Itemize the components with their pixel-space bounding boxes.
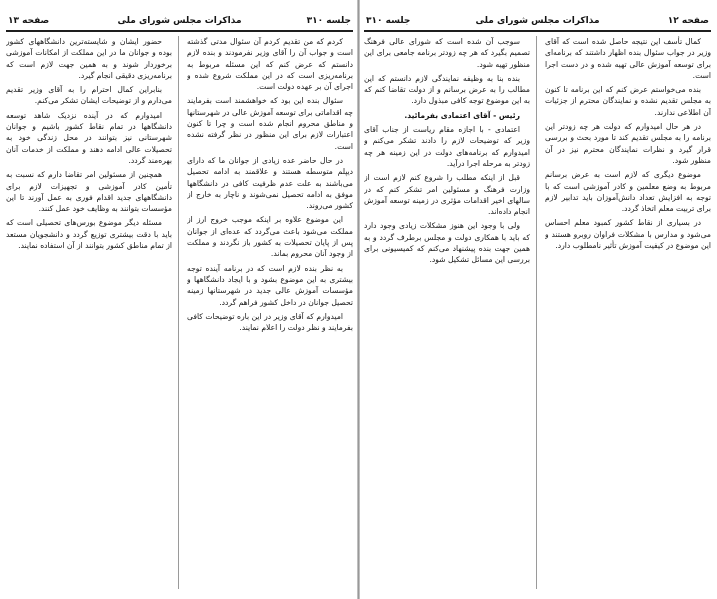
- journal-title: مذاکرات مجلس شورای ملی: [117, 16, 242, 26]
- journal-title: مذاکرات مجلس شورای ملی: [475, 16, 600, 26]
- paragraph: بنابراین کمال احترام را به آقای وزیر تقدیم می‌دارم و از توضیحات ایشان تشکر می‌کنم.: [6, 85, 172, 106]
- right-page: [364, 12, 711, 589]
- paragraph: سئوال بنده این بود که خواهشمند است بفرمایند چه اقداماتی برای توسعه آموزش عالی در شهرستانها و مناطق محروم انجام شده است و چرا تا کنون اعتبارات لازم برای این منظور در نظر گرفته نشده است.: [187, 96, 353, 151]
- paragraph: موضوع دیگری که لازم است به عرض برسانم مربوط به وضع معلمین و کادر آموزشی است که با توجه به افزایش تعداد دانش‌آموزان باید تدابیر لازم برای تربیت معلم اتخاذ گردد.: [545, 170, 711, 214]
- session-label: جلسه ۳۱۰: [306, 16, 351, 26]
- paragraph: این موضوع علاوه بر اینکه موجب خروج ارز از مملکت می‌شود باعث می‌گردد که عده‌ای از جوانان پس از پایان تحصیلات به کشور باز نگردند و مملکت از وجود آنان محروم بماند.: [187, 215, 353, 259]
- paragraph: بنده بنا به وظیفه نمایندگی لازم دانستم که این مطالب را به عرض برسانم و از دولت تقاضا کنم که به این موضوع توجه کافی مبذول دارد.: [364, 73, 530, 106]
- page-number: صفحه ۱۲: [667, 16, 709, 26]
- left-page-right-column: [187, 36, 353, 589]
- paragraph: کمال تأسف این نتیجه حاصل شده است که آقای وزیر در جواب سئوال بنده اظهار داشتند که برنامه‌ای برای توسعه آموزش عالی تهیه شده و در دست اجرا است.: [545, 37, 711, 80]
- right-page-right-column: [545, 36, 711, 589]
- column-divider: [178, 36, 179, 589]
- paragraph: حضور ایشان و شایسته‌ترین دانشگاههای کشور بوده و جوانان ما در این مملکت از امکانات آموزشی برخوردار شوند و به همین جهت لازم است که برنامه‌ریزی دقیقی انجام گیرد.: [6, 37, 172, 80]
- right-page-left-column: [364, 36, 530, 589]
- paragraph: امیدوارم که در آینده نزدیک شاهد توسعه دانشگاهها در تمام نقاط کشور باشیم و جوانان شهرستانی نیز بتوانند در محل زندگی خود به تحصیلات عالی ادامه دهند و مملکت از خدمات آنان بهره‌مند گردد.: [6, 110, 172, 165]
- session-label: جلسه ۳۱۰: [366, 16, 411, 26]
- paragraph: مسئله دیگر موضوع بورس‌های تحصیلی است که باید با دقت بیشتری توزیع گردد و دانشجویان مستعد از تمام مناطق کشور بتوانند از آن استفاده نمایند.: [6, 218, 172, 251]
- paragraph: سوجب آن شده است که شورای عالی فرهنگ تصمیم بگیرد که هر چه زودتر برنامه جامعی برای این منظور تهیه شود.: [364, 37, 530, 69]
- book-gutter: [357, 0, 360, 599]
- paragraph: در هر حال امیدوارم که دولت هر چه زودتر این برنامه را به مجلس تقدیم کند تا مورد بحث و بررسی قرار گیرد و نظرات نمایندگان محترم نیز در آن منظور شود.: [545, 122, 711, 165]
- column-divider: [536, 36, 537, 589]
- speaker-line: رئیس - آقای اعتمادی بفرمائید.: [404, 110, 520, 120]
- paragraph: همچنین از مسئولین امر تقاضا دارم که نسبت به تأمین کادر آموزشی و تجهیزات لازم برای دانشگاههای جدید اقدام فوری به عمل آورند تا این مؤسسات بتوانند به وظایف خود عمل کنند.: [6, 170, 172, 214]
- left-page-left-column: [6, 36, 172, 589]
- paragraph: امیدوارم که آقای وزیر در این باره توضیحات کافی بفرمایند و نظر دولت را اعلام نمایند.: [187, 311, 353, 333]
- left-page-header: [6, 12, 353, 32]
- paragraph: در بسیاری از نقاط کشور کمبود معلم احساس می‌شود و مدارس با مشکلات فراوان روبرو هستند و این موضوع در کیفیت آموزش تأثیر نامطلوب دارد.: [545, 218, 711, 251]
- paragraph: در حال حاضر عده زیادی از جوانان ما که دارای دیپلم متوسطه هستند و علاقمند به ادامه تحصیل می‌باشند به علت عدم ظرفیت کافی در دانشگاهها موفق به ادامه تحصیل نمی‌شوند و ناچار به خارج از کشور می‌روند.: [187, 155, 353, 211]
- right-page-header: [364, 12, 711, 32]
- paragraph: بنده می‌خواستم عرض کنم که این برنامه تا کنون به مجلس تقدیم نشده و نمایندگان محترم از جزئیات آن اطلاعی ندارند.: [545, 85, 711, 117]
- paragraph: به نظر بنده لازم است که در برنامه آینده توجه بیشتری به این موضوع بشود و با ایجاد دانشگاهها و مؤسسات آموزش عالی جدید در شهرستانها زمینه تحصیل جوانان در داخل کشور فراهم گردد.: [187, 263, 353, 307]
- paragraph: کردم که من تقدیم کردم آن سئوال مدتی گذشته است و جواب آن را آقای وزیر نفرمودند و بنده لازم دانستم که عرض کنم که این مسئله مربوط به برنامه‌ریزی است که در این مملکت شروع شده و اجرای آن بر عهده دولت است.: [187, 37, 353, 92]
- paragraph: قبل از اینکه مطلب را شروع کنم لازم است از وزارت فرهنگ و مسئولین امر تشکر کنم که در سالهای اخیر اقدامات مؤثری در زمینه توسعه آموزش انجام داده‌اند.: [364, 173, 530, 217]
- left-page: [6, 12, 353, 589]
- paragraph: اعتمادی - با اجازه مقام ریاست از جناب آقای وزیر که توضیحات لازم را دادند تشکر می‌کنم و امیدوارم که برنامه‌های دولت در این زمینه هر چه زودتر به مرحله اجرا درآید.: [364, 125, 530, 168]
- page-number: صفحه ۱۳: [8, 16, 50, 26]
- paragraph: ولی با وجود این هنوز مشکلات زیادی وجود دارد که باید با همکاری دولت و مجلس برطرف گردد و به همین جهت بنده پیشنهاد می‌کنم که کمیسیونی برای بررسی این مسائل تشکیل شود.: [364, 221, 530, 265]
